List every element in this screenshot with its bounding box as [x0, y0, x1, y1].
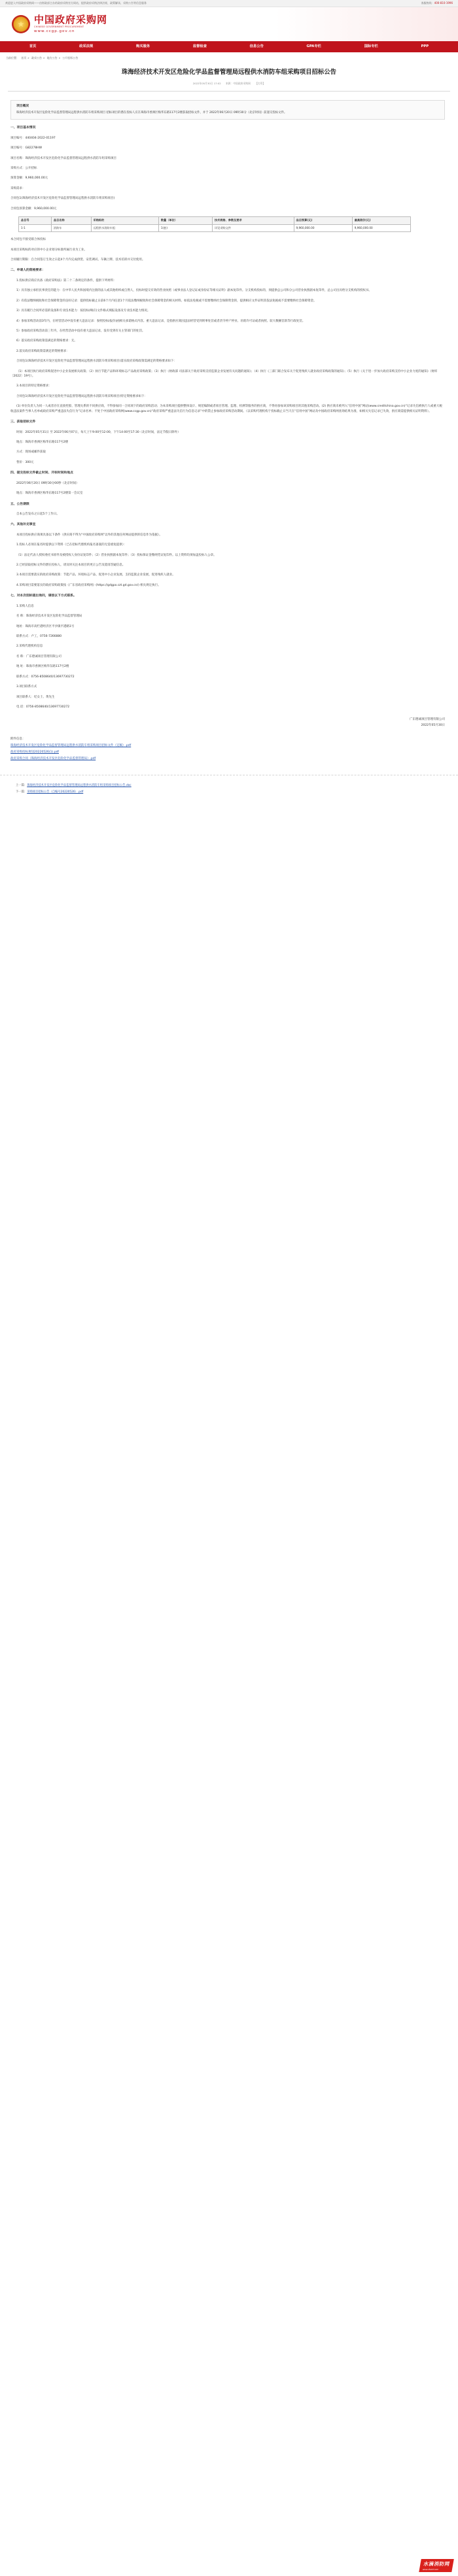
signoff-agency: 广东德诚项目管理有限公司 — [410, 718, 445, 722]
summary-heading: 项目概况 — [16, 104, 29, 108]
section-paragraph: 1）具有独立承担民事责任的能力：在中华人民共和国境内注册的法人或其他组织或自然人，投标时提交有效的营业执照（或事业法人登记证或身份证等相关证明）副本复印件。分支机构投标的，须提供总公司和分公司营业执照副本复印件，总公司出具给分支机构的授权书。 — [16, 289, 372, 293]
table-cell: 1-1 — [19, 224, 52, 232]
watermark-logo — [419, 2559, 454, 2572]
project-summary-box — [10, 100, 445, 120]
section-heading: 四、提交投标文件截止时间、开标时间和地点 — [10, 471, 73, 475]
breadcrumb-sep: » — [27, 56, 29, 59]
breadcrumb-item[interactable]: 首页 — [21, 56, 27, 59]
section-paragraph: 本项目投标供应商须具备以下条件（供应商不得为“中国政府采购网”以外的其他任何网站提供的信息作为依据）。 — [16, 533, 162, 537]
table-header-row — [19, 217, 411, 225]
section-paragraph: 3.本项目需要落实的政府采购政策：节能产品、环境标志产品、促进中小企业发展、支持监狱企业发展、促进残疾人就业。 — [16, 573, 175, 577]
section-paragraph: 1.投标供应商应具备《政府采购法》第二十二条规定的条件，提供下列材料： — [16, 279, 116, 282]
hotline-number: 400-810-1996 — [434, 1, 453, 5]
next-article-link[interactable]: 采购项目招标公告（自编号20220526）.pdf — [27, 790, 84, 794]
next-label: 下一篇： — [16, 790, 27, 794]
site-logo[interactable] — [34, 14, 107, 35]
section-paragraph: 地点：珠海市香洲区梅华东路117号2楼 — [16, 440, 68, 444]
breadcrumb-item[interactable]: 政采公告 — [31, 56, 43, 59]
section-paragraph: 2.已经获取招标文件的潜在投标人，请及时关注本项目的更正公告及澄清答疑信息。 — [16, 564, 126, 568]
print-link[interactable]: 【打印】 — [255, 81, 266, 85]
section-paragraph: 项目编号：440404-2022-01197 — [10, 136, 56, 140]
hotline-label: 客服热线： — [421, 1, 434, 5]
main-nav — [0, 41, 458, 52]
source: 来源：中国政府采购网 — [225, 81, 251, 85]
section-paragraph: 自本公告发布之日起5个工作日。 — [16, 512, 60, 516]
section-paragraph: 名 称：珠海经济技术开发区危险化学品监督管理局 — [16, 615, 82, 619]
section-paragraph: 地 址：珠海市香洲区梅华东路117号2楼 — [16, 665, 69, 669]
attachments-label: 附件信息： — [10, 737, 26, 741]
section-paragraph: 2）有依法缴纳税收和社会保障资金的良好记录：提供投标截止日前6个月内任意1个月依法缴纳税收和社会保障资金的相关材料。如依法免税或不需要缴纳社会保障资金的，提供相应文件证明其依法免税或不需要缴纳社会保障资金。 — [16, 299, 317, 303]
section-paragraph: 联系方式：0756-8508640/13697730272 — [16, 675, 75, 679]
attachment-link[interactable]: 政府采购合同（珠海经济技术开发区危险化学品监督管理局）.pdf — [10, 757, 96, 761]
nav-item-announcements[interactable]: 信息公告 — [249, 44, 264, 49]
site-header — [0, 7, 458, 41]
section-paragraph: 本合同包不接受联合体投标 — [10, 238, 46, 242]
section-paragraph: 电 话：0756-8508640/13697730272 — [16, 705, 70, 709]
section-paragraph: (1) 单位负责人为同一人或者存在直接控股、管理关系的不同供应商，不得参加同一合同项下的政府采购活动；为本采购项目提供整体设计、规范编制或者项目管理、监理、检测等服务的供应商，不得再参加该采购项目的其他采购活动。(2) 供应商未被列入“信用中国”网站(www.creditchina.gov.cn)“记录失信被执行人或重大税收违法案件当事人名单或政府采购严重违法失信行为”记录名单；不处于中国政府采购网(www.ccgp.gov.cn)“政府采购严重违法失信行为信息记录”中的禁止参加政府采购活动期间。（以采购代理机构于投标截止日当天在“信用中国”网站及中国政府采购网查询结果为准，如相关失信记录已失效，供应商需提供相关证明资料）。 — [10, 405, 442, 413]
section-paragraph: 本项目采购标的对应的中小企业划分标准所属行业为工业。 — [10, 248, 87, 252]
nav-item-gpa[interactable]: GPA专栏 — [306, 44, 321, 49]
nav-item-services[interactable]: 购买服务 — [135, 44, 150, 49]
announcement-sections — [10, 126, 445, 709]
prev-next-nav — [0, 775, 458, 794]
section-paragraph: 预算金额：9,960,000.00元 — [10, 177, 48, 180]
section-paragraph: 时间：2022年05月31日 至 2022年06月07日，每天上午9:00至12:00，下午14:00至17:30（北京时间，法定节假日除外） — [16, 430, 181, 434]
attachment-link[interactable]: 珠海经济技术开发区危险化学品监督管理局远程供水消防车组采购项目招标文件（定稿）.pdf — [10, 744, 132, 748]
attachments — [10, 737, 445, 762]
divider — [8, 91, 450, 92]
section-paragraph: 1.投标人必须在报名时提供以下资料（已在招标代理机构报名备案的无需重复提供）： — [16, 543, 127, 547]
table-header-cell: 技术规格、参数及要求 — [212, 217, 294, 225]
table-header-cell: 最高限价(元) — [352, 217, 410, 225]
signoff-date: 2022年05月30日 — [421, 723, 445, 727]
breadcrumb-sep: » — [43, 56, 45, 59]
procurement-table — [18, 216, 411, 232]
section-heading: 三、获取招标文件 — [10, 420, 36, 424]
summary-text: 珠海经济技术开发区危险化学品监督管理局远程供水消防车组采购项目 招标项目的潜在投标人应在珠海市香洲区梅华东路117号2楼获取招标文件，并于 2022年06月20日 09时30分（北京时间）前递交投标文件。 — [16, 111, 287, 115]
nav-item-regulations[interactable]: 政采法规 — [79, 44, 94, 49]
section-heading: 五、公告期限 — [10, 502, 29, 506]
nav-item-supervision[interactable]: 监督检查 — [192, 44, 207, 49]
section-paragraph: 合同履行期限：自合同签订生效之日起4个月内完成供货、安装调试、车辆上牌、技术培训并交付使用。 — [10, 258, 145, 262]
table-row — [19, 224, 411, 232]
table-header-cell: 数量（单位） — [158, 217, 212, 225]
section-paragraph: 合同包预算金额：9,960,000.00元 — [10, 207, 57, 211]
section-paragraph: 地点：珠海市香洲区梅华东路117号2楼第一会议室 — [16, 492, 83, 496]
breadcrumb-item[interactable]: 地方公告 — [46, 56, 58, 59]
section-paragraph: 2.采购代理机构信息 — [16, 645, 43, 649]
section-paragraph: 合同包1(珠海经济技术开发区危险化学品监督管理局远程供水消防车组采购项目)特定资格要求如下： — [16, 394, 147, 398]
section-paragraph: 3）具有履行合同所必需的设备和专业技术能力：按投标(响应)文件格式填报设备及专业技术能力情况。 — [16, 309, 150, 313]
section-paragraph: 项目名称：珠海经济技术开发区危险化学品监督管理局远程供水消防车组采购项目 — [10, 156, 116, 160]
welcome-notice: 欢迎进入中国政府采购网——由财政部主办的政府采购官方网站，提供政府采购法律法规、政策解读、采购公告等信息服务 — [5, 1, 147, 5]
hotline — [421, 1, 453, 5]
table-cell: 详见采购文件 — [212, 224, 294, 232]
section-paragraph: 售价：300元 — [16, 460, 34, 464]
breadcrumb — [0, 52, 458, 60]
section-paragraph: 项目编号：G82278HW — [10, 146, 43, 150]
signoff — [10, 717, 445, 728]
section-heading: 七、对本次招标提出询问，请按以下方式联系。 — [10, 594, 77, 598]
section-paragraph: 合同包1(珠海经济技术开发区危险化学品监督管理局远程供水消防车组采购项目)落实政府采购政策需满足的资格要求如下： — [16, 360, 177, 364]
nav-item-home[interactable]: 首页 — [29, 44, 37, 49]
section-paragraph: 6）落实政府采购政策需满足的资格要求：无。 — [16, 339, 77, 343]
nav-item-ppp[interactable]: PPP — [421, 44, 429, 49]
section-paragraph: 4）参加采购活动前3年内，在经营活动中没有重大违法记录：参照投标(报价)函相关承诺格式内容。重大违法记录，是指供应商因违法经营受到刑事处罚或者责令停产停业、吊销许可证或者执照、较大数额罚款等行政处罚。 — [16, 319, 306, 323]
table-header-cell: 品目名称 — [51, 217, 91, 225]
section-paragraph: 2.落实政府采购政策需满足的资格要求： — [16, 349, 69, 353]
prev-article-link[interactable]: 珠海经济技术开发区危险化学品监督管理局远程供水消防车组采购项目招标公告.doc — [27, 784, 132, 788]
section-paragraph: 联系方式：卢工，0756-7266880 — [16, 635, 62, 638]
section-paragraph: 1.采购人信息 — [16, 604, 34, 608]
site-url: www.ccgp.gov.cn — [34, 29, 75, 33]
breadcrumb-sep: » — [58, 56, 61, 59]
national-emblem-icon: ★ — [12, 15, 30, 33]
section-paragraph: （1）法定代表人授权委托书原件及被授权人身份证复印件；（2）营业执照副本复印件；（3）投标保证金缴纳凭证复印件。以上资料均须加盖投标人公章。 — [16, 553, 217, 557]
nav-item-international[interactable]: 国际专栏 — [364, 44, 378, 49]
attachment-link[interactable]: 政府采购投标须知20220526(1).pdf — [10, 751, 60, 754]
article-meta — [0, 82, 458, 86]
table-header-cell: 采购标的 — [91, 217, 158, 225]
section-paragraph: 合同包1(珠海经济技术开发区危险化学品监督管理局远程供水消防车组采购项目) — [10, 197, 115, 201]
section-paragraph: 4.采购项目需要落实的政府采购政策按《广东省政府采购网》(https://gdgpo.czt.gd.gov.cn/) 相关规定执行。 — [16, 583, 161, 587]
table-cell: 9,960,000.00 — [352, 224, 410, 232]
section-paragraph: 采购方式：公开招标 — [10, 167, 37, 171]
page-title: 珠海经济技术开发区危险化学品监督管理局远程供水消防车组采购项目招标公告 — [121, 69, 337, 76]
table-header-cell: 品目号 — [19, 217, 52, 225]
section-paragraph: 方式：现场或邮件获取 — [16, 450, 46, 454]
table-cell: 1(套) — [158, 224, 212, 232]
table-cell: 远程供水消防车组 — [91, 224, 158, 232]
top-bar — [0, 0, 458, 7]
publish-time: 2022年05月30日 17:02 — [192, 81, 221, 85]
watermark-sub: www.xfsdxf.com — [422, 2568, 439, 2571]
section-paragraph: 名 称：广东德诚项目管理有限公司 — [16, 654, 62, 658]
site-name-en: CHINESE GOVERNMENT PROCUREMENT — [34, 25, 84, 28]
prev-label: 上一篇： — [16, 784, 27, 788]
breadcrumb-item[interactable]: 公开招标公告 — [62, 56, 79, 59]
watermark-text: 水滴消防网 — [423, 2560, 451, 2567]
section-heading: 一、项目基本情况 — [10, 126, 36, 130]
section-paragraph: 地址：珠海市高栏港经济区平沙镇平港路1号 — [16, 624, 75, 628]
section-paragraph: 3.本项目的特定资格要求： — [16, 384, 52, 388]
section-paragraph: 项目联系人：纪女士、黄先生 — [16, 695, 55, 699]
section-heading: 二、申请人的资格要求： — [10, 269, 45, 273]
breadcrumb-prefix: 当前位置： — [6, 56, 19, 59]
section-paragraph: 2022年06月20日 09时30分00秒（北京时间） — [16, 481, 79, 485]
site-name: 中国政府采购网 — [34, 13, 108, 25]
table-header-cell: 品目预算(元) — [294, 217, 352, 225]
section-paragraph: 采购需求： — [10, 186, 26, 190]
section-paragraph: （1）本项目执行政府采购促进中小企业发展相关政策；（2）执行节能产品和环境标志产品政府采购政策；（3）执行《财政部 司法部关于政府采购支持监狱企业发展有关问题的通知》；（4）执行《三部门联合发布关于促进残疾人就业政府采购政策的通知》；（5）执行《关于进一步加大政府采购支持中小企业力度的通知》（财库〔2022〕19号）。 — [10, 369, 438, 379]
table-cell: 9,960,000.00 — [294, 224, 352, 232]
table-cell: 消防车 — [51, 224, 91, 232]
section-paragraph: 3.项目联系方式 — [16, 685, 37, 689]
section-paragraph: 5）参加政府采购活动前三年内，在经营活动中没有重大违法记录，没有受到有关主管部门的处罚。 — [16, 329, 145, 333]
article-body — [0, 100, 458, 762]
section-heading: 六、其他补充事宜 — [10, 523, 36, 527]
